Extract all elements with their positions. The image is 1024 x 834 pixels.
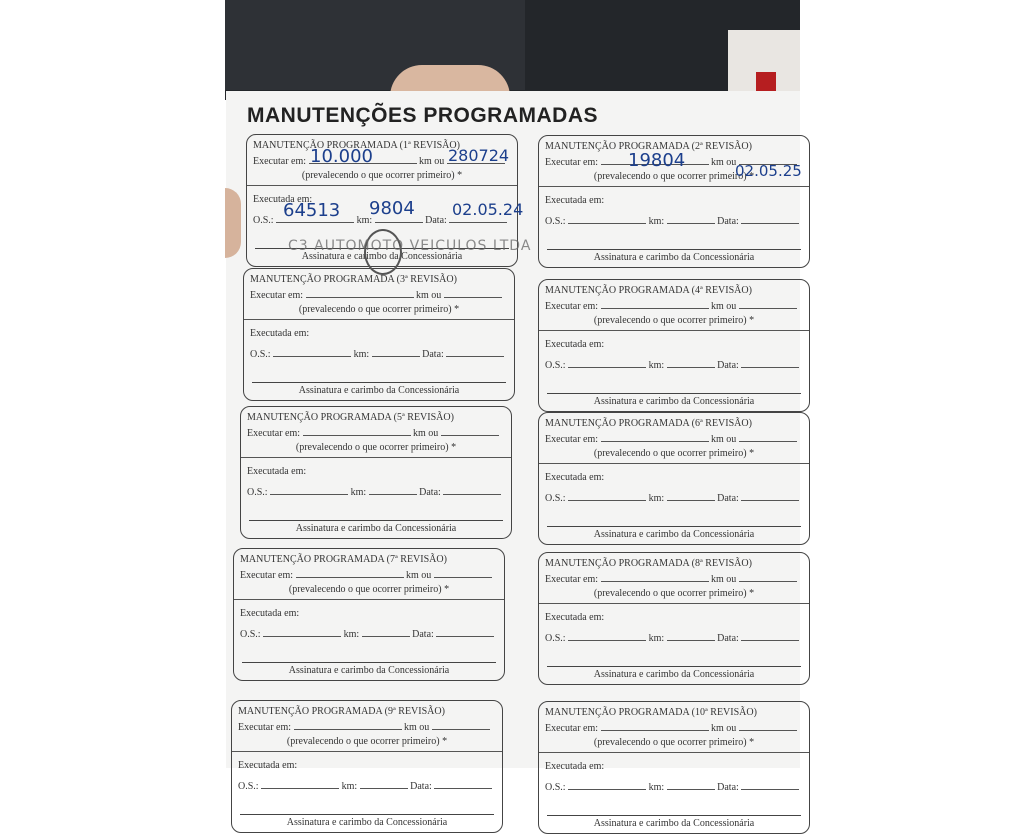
os-field[interactable] (568, 781, 646, 790)
executed-at-label: Executada em: (545, 472, 605, 483)
km-label: km: (648, 782, 665, 793)
os-line (240, 628, 500, 640)
prevail-note: (prevalecendo o que ocorrer primeiro) * (301, 170, 463, 181)
card2-target-km: 19804 (628, 150, 686, 171)
signature-line: Assinatura e carimbo da Concessionária (547, 249, 801, 263)
os-label: O.S.: (545, 216, 566, 227)
km-target-field[interactable] (601, 433, 709, 442)
execute-at-line (250, 289, 510, 301)
prevail-note: (prevalecendo o que ocorrer primeiro) * (593, 448, 755, 459)
card-header-section (539, 553, 809, 604)
km-label: km: (648, 360, 665, 371)
prevail-note: (prevalecendo o que ocorrer primeiro) * (288, 584, 450, 595)
date-target-field[interactable] (739, 573, 797, 582)
prevail-note: (prevalecendo o que ocorrer primeiro) * (286, 736, 448, 747)
date-label: Data: (717, 216, 739, 227)
card1-target-date: 280724 (448, 146, 510, 165)
km-label: km: (648, 216, 665, 227)
date-target-field[interactable] (444, 289, 502, 298)
maintenance-card (231, 700, 503, 833)
card-title: MANUTENÇÃO PROGRAMADA (7ª REVISÃO) (240, 554, 447, 565)
os-line (545, 492, 805, 504)
date-field[interactable] (446, 348, 504, 357)
date-field[interactable] (443, 486, 501, 495)
card-header-section (539, 702, 809, 753)
date-label: Data: (717, 633, 739, 644)
executed-at-label: Executada em: (238, 760, 298, 771)
card2-target-date: 02.05.25 (735, 162, 802, 180)
card1-exec-km: 9804 (369, 198, 415, 219)
os-label: O.S.: (247, 487, 268, 498)
card-title: MANUTENÇÃO PROGRAMADA (2ª REVISÃO) (545, 141, 752, 152)
date-label: Data: (717, 493, 739, 504)
km-label: km: (648, 493, 665, 504)
executed-at-label: Executada em: (250, 328, 310, 339)
os-field[interactable] (263, 628, 341, 637)
photo-background (225, 0, 800, 100)
date-field[interactable] (741, 632, 799, 641)
prevail-note: (prevalecendo o que ocorrer primeiro) * (593, 315, 755, 326)
km-field[interactable] (362, 628, 410, 637)
km-or-label: km ou (419, 156, 445, 167)
date-label: Data: (419, 487, 441, 498)
signature-line: Assinatura e carimbo da Concessionária (249, 520, 503, 534)
date-target-field[interactable] (441, 427, 499, 436)
km-field[interactable] (667, 359, 715, 368)
date-label: Data: (717, 782, 739, 793)
os-line (238, 780, 498, 792)
os-line (545, 632, 805, 644)
os-line (247, 486, 507, 498)
km-or-label: km ou (711, 157, 737, 168)
execute-at-label: Executar em: (545, 434, 599, 445)
signature-line: Assinatura e carimbo da Concessionária (547, 526, 801, 540)
signature-line: Assinatura e carimbo da Concessionária (547, 393, 801, 407)
execute-at-label: Executar em: (545, 574, 599, 585)
km-target-field[interactable] (601, 300, 709, 309)
execute-at-line (240, 569, 500, 581)
card1-target-km: 10.000 (310, 146, 373, 167)
execute-at-label: Executar em: (238, 722, 292, 733)
km-field[interactable] (667, 215, 715, 224)
date-target-field[interactable] (739, 433, 797, 442)
signature-line: Assinatura e carimbo da Concessionária (242, 662, 496, 676)
os-label: O.S.: (545, 360, 566, 371)
km-label: km: (341, 781, 358, 792)
os-field[interactable] (568, 632, 646, 641)
execute-at-line (238, 721, 498, 733)
km-field[interactable] (667, 492, 715, 501)
execute-at-line (247, 427, 507, 439)
signature-line: Assinatura e carimbo da Concessionária (252, 382, 506, 396)
executed-at-label: Executada em: (545, 195, 605, 206)
card-header-section (234, 549, 504, 600)
card-header-section (232, 701, 502, 752)
execute-at-label: Executar em: (253, 156, 307, 167)
km-label: km: (350, 487, 367, 498)
prevail-note: (prevalecendo o que ocorrer primeiro) * (298, 304, 460, 315)
execute-at-label: Executar em: (545, 157, 599, 168)
executed-at-label: Executada em: (545, 761, 605, 772)
km-field[interactable] (667, 632, 715, 641)
execute-at-label: Executar em: (545, 723, 599, 734)
card-header-section (241, 407, 511, 458)
os-line (250, 348, 510, 360)
card-title: MANUTENÇÃO PROGRAMADA (3ª REVISÃO) (250, 274, 457, 285)
km-field[interactable] (667, 781, 715, 790)
km-or-label: km ou (711, 723, 737, 734)
date-label: Data: (410, 781, 432, 792)
prevail-note: (prevalecendo o que ocorrer primeiro) * (295, 442, 457, 453)
card1-exec-date: 02.05.24 (452, 200, 524, 219)
card-title: MANUTENÇÃO PROGRAMADA (8ª REVISÃO) (545, 558, 752, 569)
km-or-label: km ou (711, 301, 737, 312)
executed-at-label: Executada em: (545, 612, 605, 623)
os-label: O.S.: (545, 782, 566, 793)
prevail-note: (prevalecendo o que ocorrer primeiro) * (593, 588, 755, 599)
signature-line: Assinatura e carimbo da Concessionária (255, 248, 509, 262)
execute-at-line (545, 722, 805, 734)
executed-at-label: Executada em: (253, 194, 313, 205)
os-label: O.S.: (250, 349, 271, 360)
date-label: Data: (422, 349, 444, 360)
card-title: MANUTENÇÃO PROGRAMADA (4ª REVISÃO) (545, 285, 752, 296)
card-title: MANUTENÇÃO PROGRAMADA (6ª REVISÃO) (545, 418, 752, 429)
km-target-field[interactable] (306, 289, 414, 298)
km-target-field[interactable] (601, 722, 709, 731)
date-label: Data: (425, 215, 447, 226)
page-title: MANUTENÇÕES PROGRAMADAS (247, 104, 599, 127)
executed-at-label: Executada em: (240, 608, 300, 619)
maintenance-card (243, 268, 515, 401)
card-title: MANUTENÇÃO PROGRAMADA (5ª REVISÃO) (247, 412, 454, 423)
maintenance-card (538, 279, 810, 412)
executed-at-label: Executada em: (545, 339, 605, 350)
card-header-section (539, 413, 809, 464)
km-target-field[interactable] (601, 573, 709, 582)
os-label: O.S.: (545, 633, 566, 644)
os-field[interactable] (273, 348, 351, 357)
execute-at-line (545, 433, 805, 445)
date-target-field[interactable] (739, 722, 797, 731)
os-line (545, 215, 805, 227)
execute-at-label: Executar em: (545, 301, 599, 312)
date-target-field[interactable] (434, 569, 492, 578)
date-field[interactable] (436, 628, 494, 637)
card-title: MANUTENÇÃO PROGRAMADA (10ª REVISÃO) (545, 707, 757, 718)
date-label: Data: (717, 360, 739, 371)
card-header-section (539, 280, 809, 331)
os-field[interactable] (261, 780, 339, 789)
os-label: O.S.: (253, 215, 274, 226)
os-line (545, 781, 805, 793)
executed-at-label: Executada em: (247, 466, 307, 477)
maintenance-card (538, 412, 810, 545)
date-field[interactable] (434, 780, 492, 789)
execute-at-label: Executar em: (240, 570, 294, 581)
date-field[interactable] (741, 359, 799, 368)
km-target-field[interactable] (294, 721, 402, 730)
signature-line: Assinatura e carimbo da Concessionária (547, 815, 801, 829)
date-field[interactable] (741, 215, 799, 224)
os-label: O.S.: (545, 493, 566, 504)
km-label: km: (353, 349, 370, 360)
km-label: km: (356, 215, 373, 226)
date-target-field[interactable] (432, 721, 490, 730)
execute-at-label: Executar em: (247, 428, 301, 439)
os-field[interactable] (270, 486, 348, 495)
execute-at-line (545, 573, 805, 585)
os-field[interactable] (568, 359, 646, 368)
km-label: km: (648, 633, 665, 644)
maintenance-card (240, 406, 512, 539)
km-or-label: km ou (711, 574, 737, 585)
date-label: Data: (412, 629, 434, 640)
km-field[interactable] (360, 780, 408, 789)
maintenance-card (538, 552, 810, 685)
card-title: MANUTENÇÃO PROGRAMADA (9ª REVISÃO) (238, 706, 445, 717)
maintenance-card (233, 548, 505, 681)
card-title: MANUTENÇÃO PROGRAMADA (1ª REVISÃO) (253, 140, 460, 151)
signature-line: Assinatura e carimbo da Concessionária (240, 814, 494, 828)
date-field[interactable] (741, 492, 799, 501)
os-field[interactable] (568, 492, 646, 501)
km-or-label: km ou (406, 570, 432, 581)
km-field[interactable] (369, 486, 417, 495)
km-or-label: km ou (413, 428, 439, 439)
os-label: O.S.: (240, 629, 261, 640)
os-label: O.S.: (238, 781, 259, 792)
km-target-field[interactable] (296, 569, 404, 578)
km-label: km: (343, 629, 360, 640)
execute-at-label: Executar em: (250, 290, 304, 301)
date-target-field[interactable] (739, 300, 797, 309)
km-or-label: km ou (416, 290, 442, 301)
side-finger (225, 188, 241, 258)
km-target-field[interactable] (303, 427, 411, 436)
km-or-label: km ou (711, 434, 737, 445)
os-line (545, 359, 805, 371)
prevail-note: (prevalecendo o que ocorrer primeiro) * (593, 171, 755, 182)
dealer-stamp: C3 AUTOMOTO VEICULOS LTDA (288, 238, 532, 254)
date-field[interactable] (741, 781, 799, 790)
card-header-section (244, 269, 514, 320)
execute-at-line (545, 300, 805, 312)
os-field[interactable] (568, 215, 646, 224)
signature-line: Assinatura e carimbo da Concessionária (547, 666, 801, 680)
km-or-label: km ou (404, 722, 430, 733)
prevail-note: (prevalecendo o que ocorrer primeiro) * (593, 737, 755, 748)
card1-os-number: 64513 (283, 200, 341, 221)
km-field[interactable] (372, 348, 420, 357)
